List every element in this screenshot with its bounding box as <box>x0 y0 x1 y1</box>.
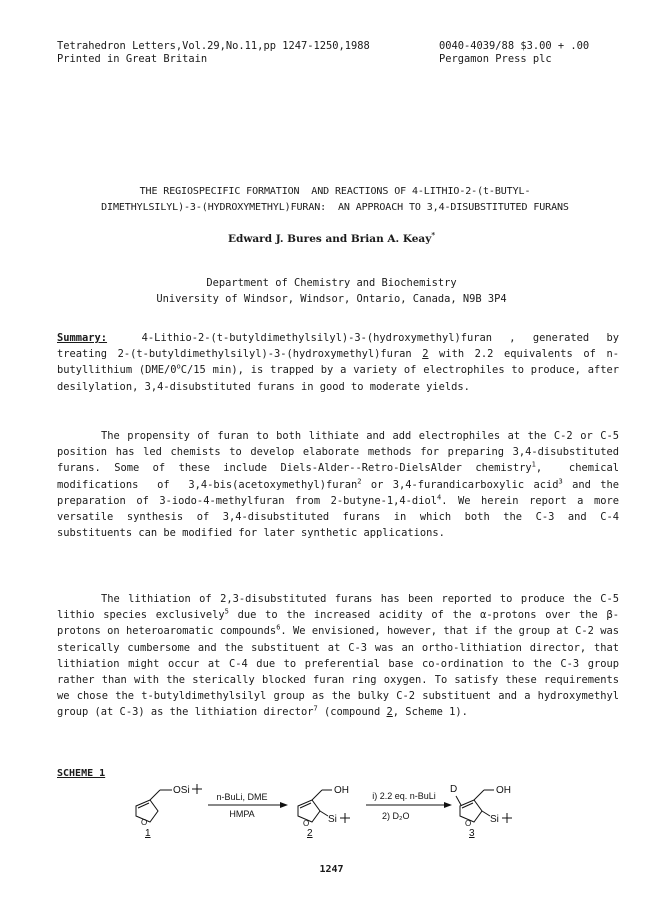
summary-text-1: 4-Lithio-2-(t-butyldimethylsilyl)-3-(hydroxymethyl)furan , generated by treating 2-(t-butyldimethylsilyl)-3-(hydroxymethyl)furan <box>57 332 626 361</box>
p2-text-5: , Scheme 1). <box>392 706 468 719</box>
c1-ring-oxygen: O <box>141 818 148 827</box>
ref-6: 6 <box>276 623 281 632</box>
degree-sign: o <box>176 362 181 371</box>
summary-label: Summary: <box>57 332 108 344</box>
compound-3-number: 3 <box>469 828 475 838</box>
p2-text-4: (compound <box>317 706 387 719</box>
scheme-1-diagram <box>120 778 560 838</box>
arrow-1-cosolvent: HMPA <box>229 809 255 819</box>
arrow-2-quench: 2) D₂O <box>382 811 410 821</box>
summary-text-3: C/15 min), is trapped by a variety of electrophiles to produce, after desilylation, 3,4-disubstituted furans in good to moderate yields. <box>57 364 619 393</box>
p1-text-4: and the preparation of 3-iodo-4-methylfuran from 2-butyne-1,4-diol <box>57 478 620 507</box>
article-title <box>40 184 630 216</box>
compound-2-number: 2 <box>307 828 313 838</box>
c2-oh-label: OH <box>334 785 349 796</box>
ref-3: 3 <box>558 477 563 486</box>
arrow-2-head <box>444 802 452 808</box>
c2-tbu-cross <box>340 813 350 823</box>
summary-compound-ref: 2 <box>422 348 429 361</box>
p2-text-2: due to the increased acidity of the α-protons over the β-protons on heteroaromatic compounds <box>57 609 619 638</box>
c1-tbu-cross <box>192 784 202 794</box>
scheme-label: SCHEME 1 <box>57 768 106 779</box>
p2-text-1: The lithiation of 2,3-disubstituted furans has been reported to produce the C-5 lithio species exclusively <box>57 593 619 622</box>
c1-osi-label: OSi <box>173 785 190 796</box>
ref-5: 5 <box>224 607 229 616</box>
journal-citation: Tetrahedron Letters,Vol.29,No.11,pp 1247-1250,1988 <box>57 40 370 52</box>
c3-deuterium-label: D <box>450 784 458 795</box>
running-header <box>57 40 617 66</box>
p1-text-2: , chemical modifications of 3,4-bis(acetoxymethyl)furan <box>57 462 632 491</box>
publisher: Pergamon Press plc <box>439 53 552 65</box>
c3-ring-oxygen: O <box>465 819 472 828</box>
summary-paragraph <box>57 330 626 395</box>
arrow-1-reagents: n-BuLi, DME <box>216 792 268 802</box>
body-paragraph-2 <box>57 591 619 721</box>
compound-1-number: 1 <box>145 828 151 838</box>
ref-2: 2 <box>357 477 362 486</box>
body-paragraph-1 <box>57 428 632 541</box>
c2-ring-oxygen: O <box>303 819 310 828</box>
compound-2 <box>298 790 332 822</box>
author-line <box>0 230 663 245</box>
page-number: 1247 <box>319 864 344 875</box>
p1-text-3: or 3,4-furandicarboxylic acid <box>361 478 559 491</box>
p2-compound-ref: 2 <box>386 706 393 719</box>
p1-text-5: . We herein report a more versatile synthesis of 3,4-disubstituted furans in which both the C-3 and C-4 substituents can be modified for later synthetic applications. <box>57 494 619 540</box>
printed-location: Printed in Great Britain <box>57 53 208 65</box>
ref-1: 1 <box>531 460 536 469</box>
affiliation <box>0 275 663 307</box>
c3-oh-label: OH <box>496 785 511 796</box>
title-line-1: THE REGIOSPECIFIC FORMATION AND REACTIONS OF 4-LITHIO-2-(t-BUTYL- <box>139 186 531 197</box>
summary-text-2: with 2.2 equivalents of n-butyllithium (DME/0 <box>57 348 619 377</box>
c3-tbu-cross <box>502 813 512 823</box>
authors: Edward J. Bures and Brian A. Keay <box>227 233 432 245</box>
affiliation-address: University of Windsor, Windsor, Ontario, Canada, N9B 3P4 <box>156 293 507 305</box>
affiliation-department: Department of Chemistry and Biochemistry <box>206 277 457 289</box>
compound-3 <box>456 790 494 822</box>
title-line-2: DIMETHYLSILYL)-3-(HYDROXYMETHYL)FURAN: AN APPROACH TO 3,4-DISUBSTITUTED FURANS <box>101 202 569 213</box>
c2-si-label: Si <box>328 814 337 825</box>
c3-si-label: Si <box>490 814 499 825</box>
ref-4: 4 <box>436 493 442 502</box>
p1-text-1: The propensity of furan to both lithiate and add electrophiles at the C-2 or C-5 position has led chemists to develop elaborate methods for preparing 3,4-disubstituted furans. Some of these include Diels-Alder--Retro-DielsAlder chemistry <box>57 430 619 475</box>
p2-text-3: . We envisioned, however, that if the group at C-2 was sterically cumbersome and the substituent at C-3 was an ortho-lithiation director, that lithiation might occur at C-4 due to preferential base co-ordination to the C-3 group rather than with the sterically blocked furan ring oxygen. To satisfy these requirements we chose the t-butyldimethylsilyl group as the bulky C-2 substituent and a hydroxymethyl group (at C-3) as the lithiation director <box>57 625 619 719</box>
article-code: 0040-4039/88 $3.00 + .00 <box>439 40 590 52</box>
ref-7: 7 <box>313 704 318 713</box>
arrow-1-head <box>280 802 288 808</box>
corresponding-author-mark: * <box>431 230 435 240</box>
arrow-2-reagents: i) 2.2 eq. n-BuLi <box>372 791 436 801</box>
